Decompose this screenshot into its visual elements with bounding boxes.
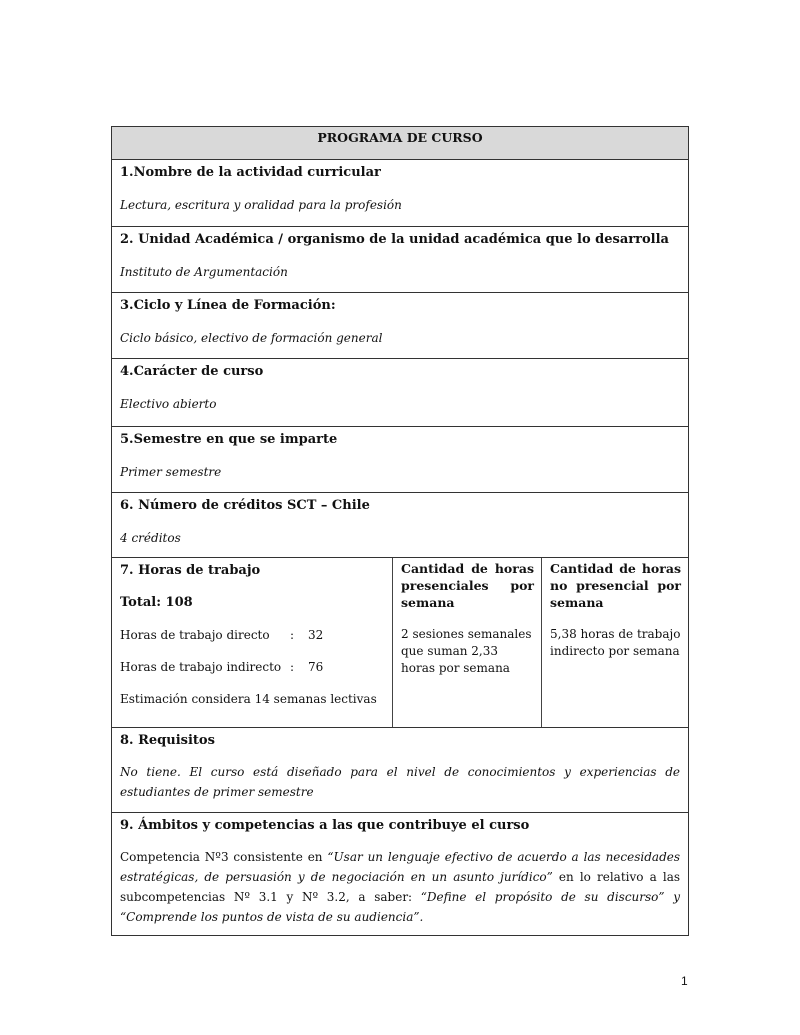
page-number: 1	[681, 974, 688, 988]
table-title: PROGRAMA DE CURSO	[317, 130, 483, 145]
section-competencies	[112, 813, 688, 935]
section-value: Ciclo básico, electivo de formación general	[120, 331, 383, 345]
section-work-hours	[112, 558, 688, 728]
section-course-name	[112, 160, 688, 227]
section-title: 3.Ciclo y Línea de Formación:	[120, 298, 336, 313]
table-header	[112, 127, 688, 160]
section-value: Electivo abierto	[120, 397, 217, 411]
section-title: 7. Horas de trabajo	[120, 563, 261, 578]
presencial-hours	[393, 558, 542, 727]
no-presencial-value: 5,38 horas de trabajo indirecto por semana	[550, 627, 681, 658]
no-presencial-title: Cantidad de horas no presencial por semana	[550, 561, 681, 610]
indirect-hours-separator: :	[290, 660, 295, 674]
section-title: 6. Número de créditos SCT – Chile	[120, 498, 370, 513]
section-value: Instituto de Argumentación	[120, 265, 288, 279]
competencies-text	[120, 847, 680, 927]
section-title: 4.Carácter de curso	[120, 364, 264, 379]
indirect-hours-value: 76	[308, 660, 324, 674]
presencial-value: 2 sesiones semanales que suman 2,33 horas por semana	[401, 627, 532, 675]
competencies-part2: en lo relativo a las subcompetencias Nº 3.1 y Nº 3.2, a saber:	[120, 870, 681, 904]
section-title: 1.Nombre de la actividad curricular	[120, 165, 381, 180]
section-value: No tiene. El curso está diseñado para el nivel de conocimientos y experiencias de estudiantes de primer semestre	[120, 765, 680, 799]
no-presencial-hours	[542, 558, 688, 727]
section-title: 8. Requisitos	[120, 733, 215, 748]
direct-hours-separator: :	[290, 628, 295, 642]
total-hours: Total: 108	[120, 595, 193, 610]
presencial-title: Cantidad de horas presenciales por semana	[401, 561, 534, 610]
competencies-quote2: “Define el propósito de su discurso” y “Comprende los puntos de vista de su audiencia”.	[120, 890, 680, 924]
section-semester	[112, 427, 688, 493]
section-title: 2. Unidad Académica / organismo de la unidad académica que lo desarrolla	[120, 232, 669, 247]
estimation-note: Estimación considera 14 semanas lectivas	[120, 692, 377, 706]
section-requirements	[112, 728, 688, 813]
course-program-table	[111, 126, 689, 936]
section-credits	[112, 493, 688, 558]
section-value: Lectura, escritura y oralidad para la profesión	[120, 198, 402, 212]
section-cycle	[112, 293, 688, 359]
section-course-character	[112, 359, 688, 427]
direct-hours-label: Horas de trabajo directo	[120, 628, 270, 642]
indirect-hours-label: Horas de trabajo indirecto	[120, 660, 282, 674]
competencies-part1: Competencia Nº3 consistente en	[120, 850, 328, 864]
section-title: 5.Semestre en que se imparte	[120, 432, 338, 447]
section-value: 4 créditos	[120, 531, 181, 545]
competencies-quote1: “Usar un lenguaje efectivo de acuerdo a las necesidades estratégicas, de persuasión y de negociación en un asunto jurídico”	[120, 850, 681, 884]
direct-hours-value: 32	[308, 628, 324, 642]
section-academic-unit	[112, 227, 688, 293]
section-value: Primer semestre	[120, 465, 222, 479]
work-hours-summary	[112, 558, 393, 727]
direct-hours-row	[120, 626, 385, 644]
section-title: 9. Ámbitos y competencias a las que contribuye el curso	[120, 818, 530, 833]
indirect-hours-row	[120, 658, 385, 676]
